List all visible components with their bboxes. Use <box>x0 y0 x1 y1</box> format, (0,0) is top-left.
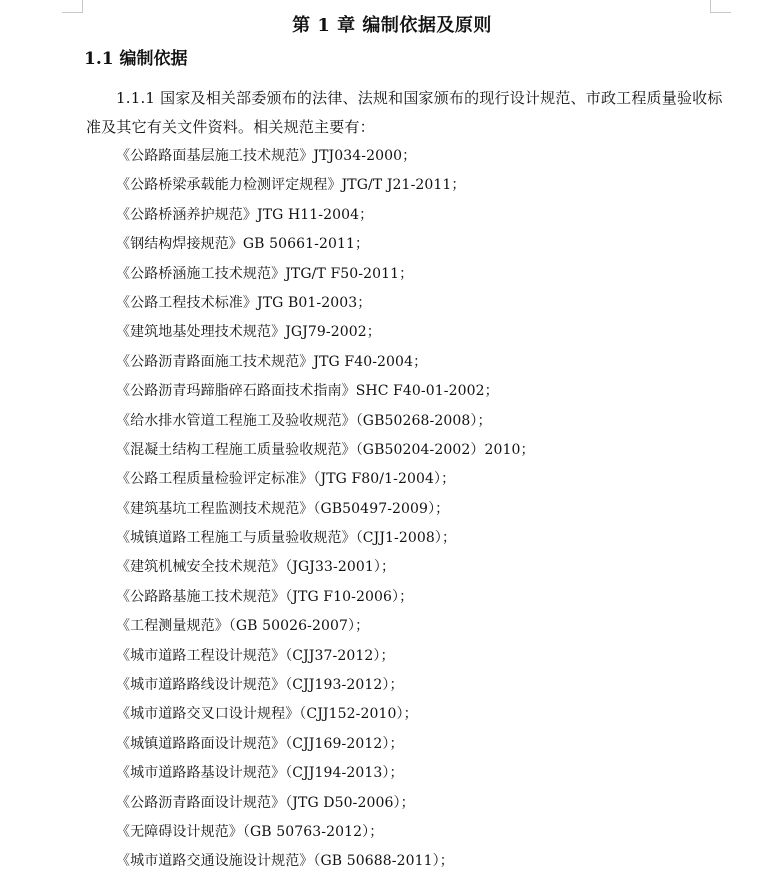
chapter-title: 第 1 章 编制依据及原则 <box>292 15 492 36</box>
standard-item: 《工程测量规范》（GB 50026-2007）； <box>116 618 370 635</box>
intro-paragraph: 1.1.1 国家及相关部委颁布的法律、法规和国家颁布的现行设计规范、市政工程质量验收标准及其它有关文件资料。相关规范主要有： <box>86 89 723 136</box>
standard-item: 《城市道路交通设施设计规范》（GB 50688-2011）； <box>116 853 454 870</box>
standard-item: 《公路桥梁承载能力检测评定规程》JTG/T J21-2011； <box>116 177 466 194</box>
standard-item: 《城市道路工程设计规范》（CJJ37-2012）； <box>116 647 395 664</box>
standards-list <box>116 142 535 877</box>
standard-item: 《公路桥涵施工技术规范》JTG/T F50-2011； <box>116 265 414 282</box>
standard-item: 《公路沥青玛蹄脂碎石路面技术指南》SHC F40-01-2002； <box>116 383 499 400</box>
standard-item: 《建筑机械安全技术规范》（JGJ33-2001）； <box>116 559 396 576</box>
standard-item: 《公路桥涵养护规范》JTG H11-2004； <box>116 206 374 223</box>
standard-item: 《钢结构焊接规范》GB 50661-2011； <box>116 236 370 253</box>
standard-item: 《公路工程质量检验评定标准》（JTG F80/1-2004）； <box>116 471 456 488</box>
standard-item: 《公路工程技术标准》JTG B01-2003； <box>116 294 372 311</box>
standard-item: 《城市道路路线设计规范》（CJJ193-2012）； <box>116 677 404 694</box>
standard-item: 《城市道路交叉口设计规程》（CJJ152-2010）； <box>116 706 418 723</box>
standard-item: 《建筑基坑工程监测技术规范》（GB50497-2009）； <box>116 500 450 517</box>
standard-item: 《公路路面基层施工技术规范》JTJ034-2000； <box>116 148 417 164</box>
standard-item: 《建筑地基处理技术规范》JGJ79-2002； <box>116 324 381 341</box>
standard-item: 《公路路基施工技术规范》（JTG F10-2006）； <box>116 588 414 605</box>
standard-item: 《城镇道路路面设计规范》（CJJ169-2012）； <box>116 735 404 752</box>
standard-item: 《给水排水管道工程施工及验收规范》（GB50268-2008）； <box>116 412 492 429</box>
standard-item: 《混凝土结构工程施工质量验收规范》（GB50204-2002）2010； <box>116 441 535 458</box>
standard-item: 《无障碍设计规范》（GB 50763-2012）； <box>116 823 384 840</box>
section-title: 1.1 编制依据 <box>84 49 188 69</box>
standard-item: 《公路沥青路面设计规范》（JTG D50-2006）； <box>116 794 415 811</box>
standard-item: 《城市道路路基设计规范》（CJJ194-2013）； <box>116 765 404 782</box>
standard-item: 《城镇道路工程施工与质量验收规范》（CJJ1-2008）； <box>116 530 457 547</box>
standard-item: 《公路沥青路面施工技术规范》JTG F40-2004； <box>116 353 428 370</box>
